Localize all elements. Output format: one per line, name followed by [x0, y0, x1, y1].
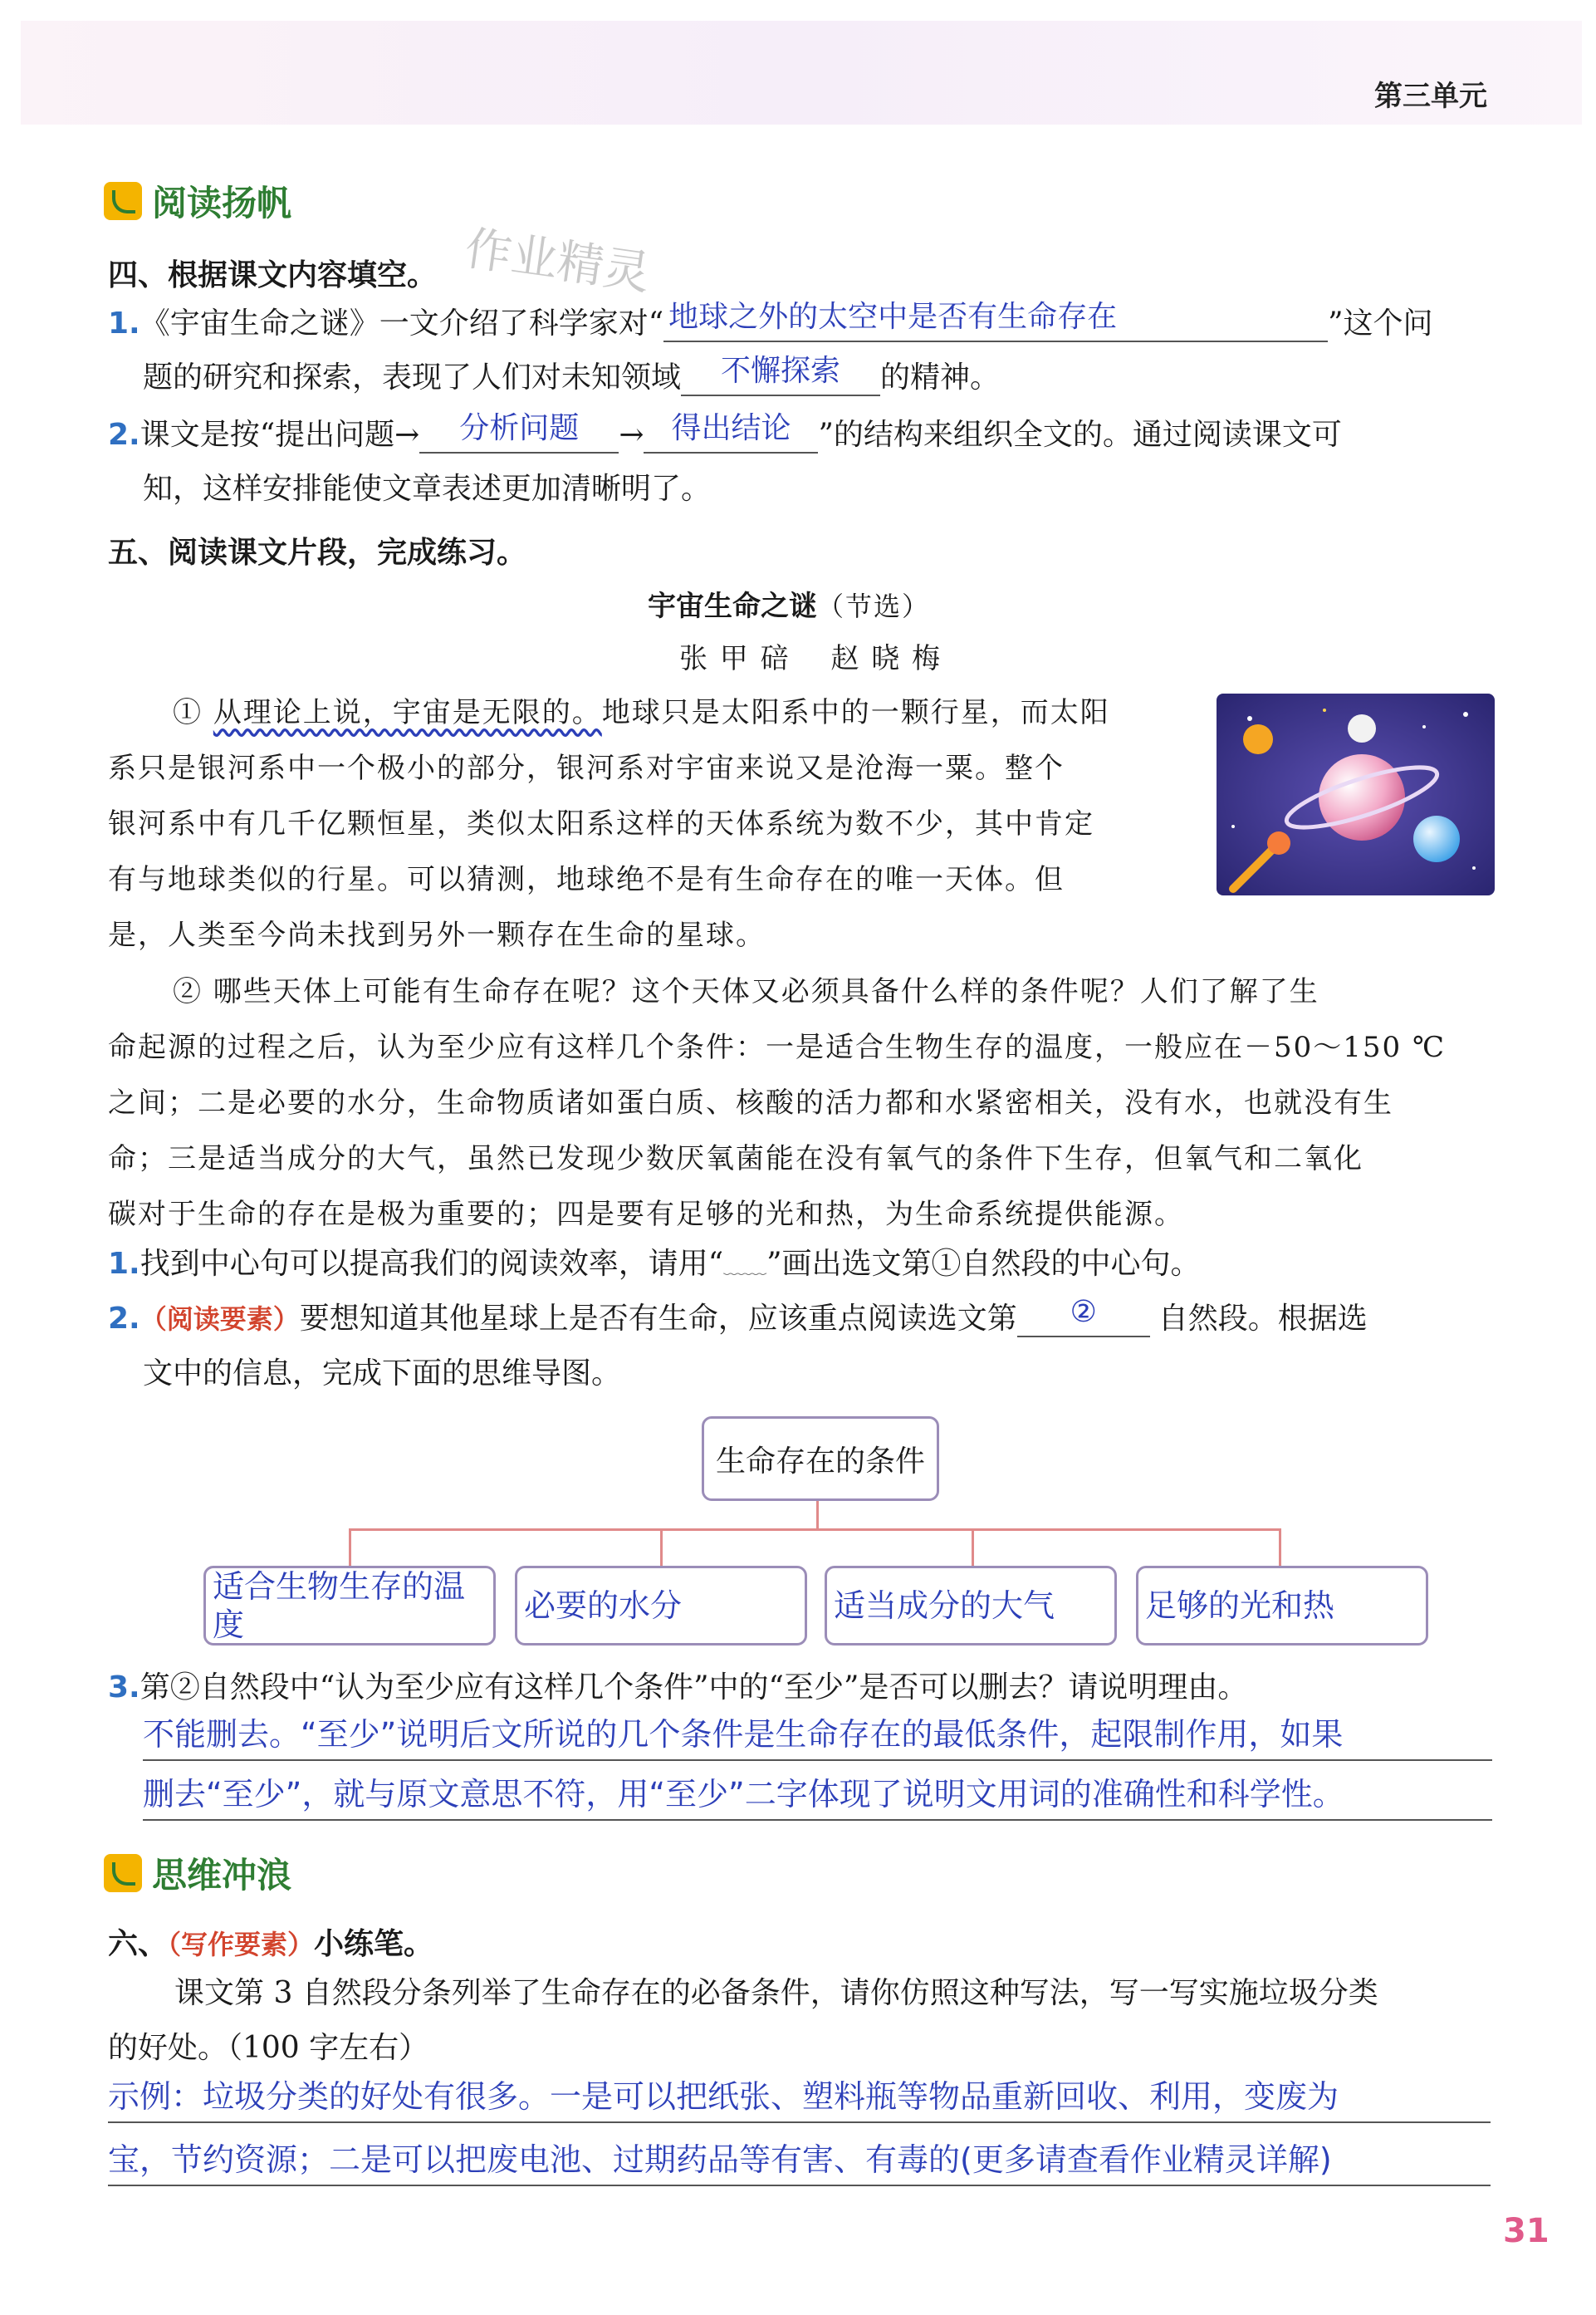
mindmap-connector — [1279, 1528, 1281, 1566]
mindmap-node[interactable]: 适当成分的大气 — [825, 1566, 1117, 1646]
q4-item2-line2: 知，这样安排能使文章表述更加清晰明了。 — [143, 472, 712, 506]
item-number: 2. — [108, 1302, 140, 1336]
answer-text: 不懈探索 — [721, 354, 841, 388]
arrow: → — [619, 418, 644, 452]
text: ”画出选文第①自然段的中心句。 — [766, 1247, 1201, 1281]
section-title: 思维冲浪 — [152, 1855, 292, 1896]
section-title: 阅读扬帆 — [152, 183, 292, 223]
q5-sub2-line1 — [108, 1295, 1368, 1337]
text: 找到中心句可以提高我们的阅读效率，请用“ — [140, 1247, 724, 1281]
mindmap-node[interactable]: 必要的水分 — [515, 1566, 807, 1646]
mindmap-connector — [660, 1528, 663, 1566]
passage-title-text: 宇宙生命之谜 — [648, 590, 817, 623]
question-5-heading: 五、阅读课文片段，完成练习。 — [108, 536, 527, 570]
writing-tag: （写作要素） — [168, 1929, 315, 1960]
para-marker: ① — [173, 696, 203, 729]
text: 自然段。根据选 — [1158, 1302, 1368, 1336]
q5-sub2-line2: 文中的信息，完成下面的思维导图。 — [143, 1356, 622, 1390]
text: 《宇宙生命之谜》一文介绍了科学家对“ — [140, 307, 664, 341]
text: 的精神。 — [880, 360, 1001, 395]
item-number: 3. — [108, 1670, 140, 1704]
unit-label: 第三单元 — [1374, 80, 1487, 113]
text: 小练笔。 — [314, 1927, 434, 1961]
answer-text: 分析问题 — [459, 411, 580, 445]
passage-line: 碳对于生命的存在是极为重要的；四是要有足够的光和热，为生命系统提供能源。 — [108, 1198, 1184, 1231]
passage-title-note: （节选） — [817, 591, 931, 622]
q6-prompt-line1: 课文第 3 自然段分条列举了生命存在的必备条件，请你仿照这种写法，写一写实施垃圾分类 — [174, 1976, 1378, 2010]
answer-blank[interactable] — [681, 354, 880, 396]
q5-sub3-question — [108, 1670, 1247, 1706]
q6-answer-line1[interactable]: 示例：垃圾分类的好处有很多。一是可以把纸张、塑料瓶等物品重新回收、利用，变废为 — [108, 2078, 1491, 2123]
mindmap-connector — [349, 1528, 351, 1566]
item-number: 1. — [108, 307, 140, 341]
text: 题的研究和探索，表现了人们对未知领域 — [143, 360, 682, 395]
space-illustration-svg — [1217, 694, 1495, 895]
wavy-mark: ﹏﹏ — [723, 1254, 767, 1279]
reading-tag: （阅读要素） — [140, 1303, 300, 1335]
answer-text: 地球之外的太空中是否有生命存在 — [668, 300, 1118, 334]
item-number: 1. — [108, 1247, 140, 1281]
mindmap-node[interactable]: 适合生物生存的温度 — [203, 1566, 496, 1646]
text: ”的结构来组织全文的。通过阅读课文可 — [818, 418, 1342, 452]
question-4-heading: 四、根据课文内容填空。 — [108, 258, 438, 292]
text: 要想知道其他星球上是否有生命，应该重点阅读选文第 — [299, 1302, 1017, 1336]
passage-line: 地球只是太阳系中的一颗行星，而太阳 — [601, 696, 1110, 729]
q6-prompt-line2: 的好处。（100 字左右） — [108, 2031, 429, 2065]
section-heading-reading — [104, 176, 291, 226]
watermark: 作业精灵 — [461, 221, 654, 302]
passage-line: 银河系中有几千亿颗恒星，类似太阳系这样的天体系统为数不少，其中肯定 — [108, 807, 1094, 841]
mindmap-connector — [349, 1528, 1279, 1531]
passage-paragraph-2 — [108, 964, 1446, 1243]
answer-blank[interactable] — [1017, 1295, 1150, 1337]
sail-icon — [104, 182, 142, 220]
passage-line: ② 哪些天体上可能有生命存在呢？这个天体又必须具备什么样的条件呢？人们了解了生 — [173, 975, 1319, 1008]
q4-item1-line1 — [108, 300, 1433, 342]
space-planets-illustration — [1217, 694, 1495, 895]
mindmap-connector — [816, 1496, 819, 1529]
text: ”这个问 — [1328, 307, 1433, 341]
q5-sub3-answer-line1[interactable]: 不能删去。“至少”说明后文所说的几个条件是生命存在的最低条件，起限制作用，如果 — [143, 1716, 1492, 1761]
section-heading-thinking — [104, 1848, 291, 1898]
page-number: 31 — [1503, 2212, 1549, 2250]
question-6-heading — [108, 1920, 433, 1963]
mindmap-connector — [972, 1528, 974, 1566]
passage-title — [648, 583, 930, 624]
answer-text: 得出结论 — [671, 411, 791, 445]
answer-text: ② — [1070, 1295, 1097, 1329]
q5-sub3-answer-line2[interactable]: 删去“至少”，就与原文意思不符，用“至少”二字体现了说明文用词的准确性和科学性。 — [143, 1776, 1492, 1821]
text: 课文是按“提出问题→ — [140, 418, 420, 452]
passage-line: 是，人类至今尚未找到另外一颗存在生命的星球。 — [108, 919, 766, 952]
wave-icon — [104, 1854, 142, 1892]
q5-sub1 — [108, 1246, 1201, 1285]
text: 六、 — [108, 1927, 169, 1961]
q4-item1-line2 — [143, 354, 1001, 396]
item-number: 2. — [108, 418, 140, 452]
passage-paragraph-1 — [108, 685, 1110, 964]
answer-blank[interactable] — [644, 411, 818, 454]
passage-line: 系只是银河系中一个极小的部分，银河系对宇宙来说又是沧海一粟。整个 — [108, 752, 1065, 785]
page-top-band — [21, 21, 1582, 125]
mindmap-root: 生命存在的条件 — [702, 1416, 939, 1501]
mindmap-node[interactable]: 足够的光和热 — [1136, 1566, 1428, 1646]
q6-answer-line2[interactable]: 宝，节约资源；二是可以把废电池、过期药品等有害、有毒的(更多请查看作业精灵详解) — [108, 2141, 1491, 2186]
passage-line: 命起源的过程之后，认为至少应有这样几个条件：一是适合生物生存的温度，一般应在－50～150 ℃ — [108, 1031, 1446, 1064]
central-sentence: 从理论上说，宇宙是无限的。 — [213, 696, 602, 729]
passage-line: 有与地球类似的行星。可以猜测，地球绝不是有生命存在的唯一天体。但 — [108, 863, 1065, 896]
passage-line: 命；三是适当成分的大气，虽然已发现少数厌氧菌能在没有氧气的条件下生存，但氧气和二氧化 — [108, 1142, 1363, 1175]
passage-line: 之间；二是必要的水分，生命物质诸如蛋白质、核酸的活力都和水紧密相关，没有水，也就没有生 — [108, 1086, 1393, 1120]
answer-blank[interactable] — [663, 300, 1328, 342]
answer-blank[interactable] — [419, 411, 619, 454]
text: 第②自然段中“认为至少应有这样几个条件”中的“至少”是否可以删去？请说明理由。 — [140, 1670, 1248, 1704]
q4-item2-line1 — [108, 411, 1342, 454]
passage-authors: 张 甲 碚 赵 晓 梅 — [679, 642, 942, 675]
